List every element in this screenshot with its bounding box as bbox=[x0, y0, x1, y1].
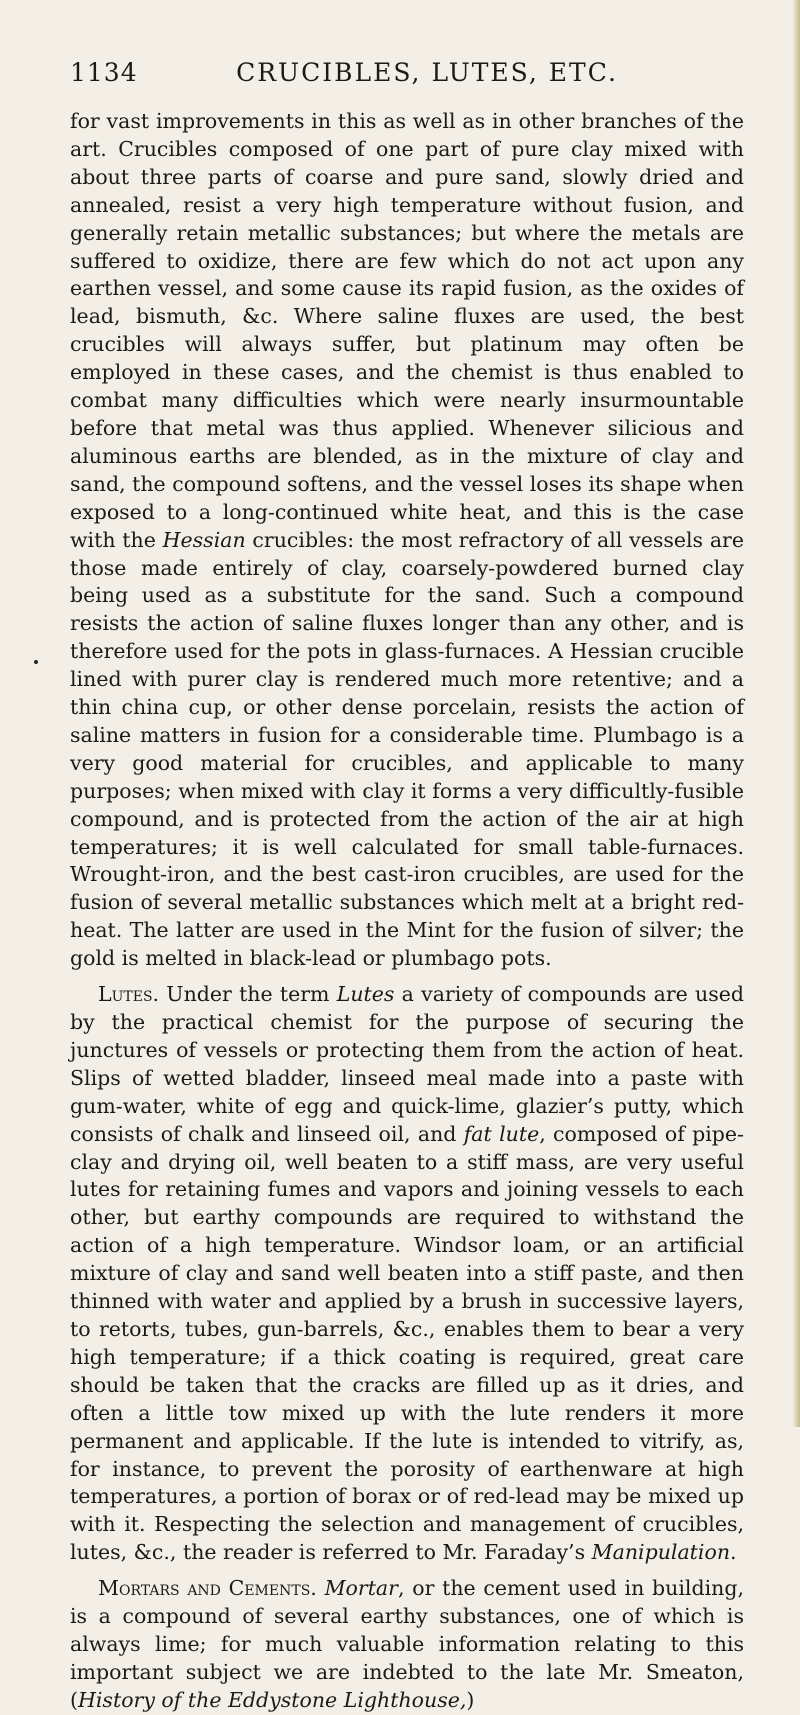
manipulation-italic: Manipulation bbox=[591, 1540, 731, 1565]
lutes-text-1: Under the term bbox=[159, 982, 337, 1007]
hessian-italic: Hessian bbox=[162, 527, 246, 552]
mortars-heading: Mortars and Cements. bbox=[98, 1576, 317, 1601]
body-text bbox=[70, 108, 744, 1715]
mortars-text-3: ) bbox=[466, 1687, 475, 1712]
paragraph-crucibles bbox=[70, 108, 744, 973]
mortars-text-2: , or the cement used in building, is a compound of several earthy substances, one of which is always lime; for much valuable information relating to this important subject we are indebted to the late Mr. Smeaton, ( bbox=[70, 1576, 744, 1712]
page-edge bbox=[793, 0, 800, 1427]
mortar-italic: Mortar bbox=[324, 1576, 398, 1601]
running-head: CRUCIBLES, LUTES, ETC. bbox=[236, 58, 618, 87]
mortars-text-1 bbox=[317, 1576, 325, 1600]
lutes-heading: Lutes. bbox=[98, 982, 160, 1007]
margin-mark bbox=[34, 660, 38, 664]
paragraph-mortars bbox=[70, 1575, 744, 1715]
paragraph-lutes bbox=[70, 981, 744, 1567]
page-number: 1134 bbox=[70, 58, 138, 87]
lutes-text-3: , composed of pipe-clay and drying oil, well beaten to a stiff mass, are very useful lutes for retaining fumes and vapors and joining vessels to each other, but earthy compounds are required to withstand the action of a high temperature. Windsor loam, or an artificial mixture of clay and sand well beaten into a stiff paste, and then thinned with water and applied by a brush in successive layers, to retorts, tubes, gun-barrels, &c., enables them to bear a very high temperature; if a thick coating is required, great care should be taken that the cracks are filled up as it dries, and often a little tow mixed up with the lute renders it more permanent and applicable. If the lute is intended to vitrify, as, for instance, to prevent the porosity of earthenware at high temperatures, a portion of borax or of red-lead may be mixed up with it. Respecting the selection and management of crucibles, lutes, &c., the reader is referred to Mr. Faraday’s bbox=[70, 1121, 744, 1565]
lutes-italic: Lutes bbox=[336, 982, 395, 1007]
lutes-text-4: . bbox=[730, 1540, 737, 1565]
page-header bbox=[70, 58, 744, 98]
fat-lute-italic: fat lute bbox=[463, 1121, 540, 1146]
crucibles-text-1: for vast improvements in this as well as in other branches of the art. Crucibles composed of one part of pure clay mixed with about three parts of coarse and pure sand, slowly dried and annealed, resist a very high temperature without fusion, and generally retain metallic substances; but where the metals are suffered to oxidize, there are few which do not act upon any earthen vessel, and some cause its rapid fusion, as the oxides of lead, bismuth, &c. Where saline fluxes are used, the best crucibles will always suffer, but platinum may often be employed in these cases, and the chemist is thus enabled to combat many difficulties which were nearly insurmountable before that metal was thus applied. Whenever silicious and aluminous earths are blended, as in the mixture of clay and sand, the compound softens, and the vessel loses its shape when exposed to a long-continued white heat, and this is the case with the bbox=[70, 109, 744, 552]
eddystone-italic: History of the Eddystone Lighthouse, bbox=[78, 1687, 467, 1712]
lutes-text-2: a variety of compounds are used by the practical chemist for the purpose of securing the junctures of vessels or protecting them from the action of heat. Slips of wetted bladder, linseed meal made into a paste with gum-water, white of egg and quick-lime, glazier’s putty, which consists of chalk and linseed oil, and bbox=[70, 982, 744, 1146]
crucibles-text-2: crucibles: the most refractory of all vessels are those made entirely of clay, coarsely-powdered burned clay being used as a substitute for the sand. Such a compound resists the action of saline fluxes longer than any other, and is therefore used for the pots in glass-furnaces. A Hessian crucible lined with purer clay is rendered much more retentive; and a thin china cup, or other dense porcelain, resists the action of saline matters in fusion for a considerable time. Plumbago is a very good material for crucibles, and applicable to many purposes; when mixed with clay it forms a very difficultly-fusible compound, and is protected from the action of the air at high temperatures; it is well calculated for small table-furnaces. Wrought-iron, and the best cast-iron crucibles, are used for the fusion of several metallic substances which melt at a bright red-heat. The latter are used in the Mint for the fusion of silver; the gold is melted in black-lead or plumbago pots. bbox=[70, 527, 744, 971]
